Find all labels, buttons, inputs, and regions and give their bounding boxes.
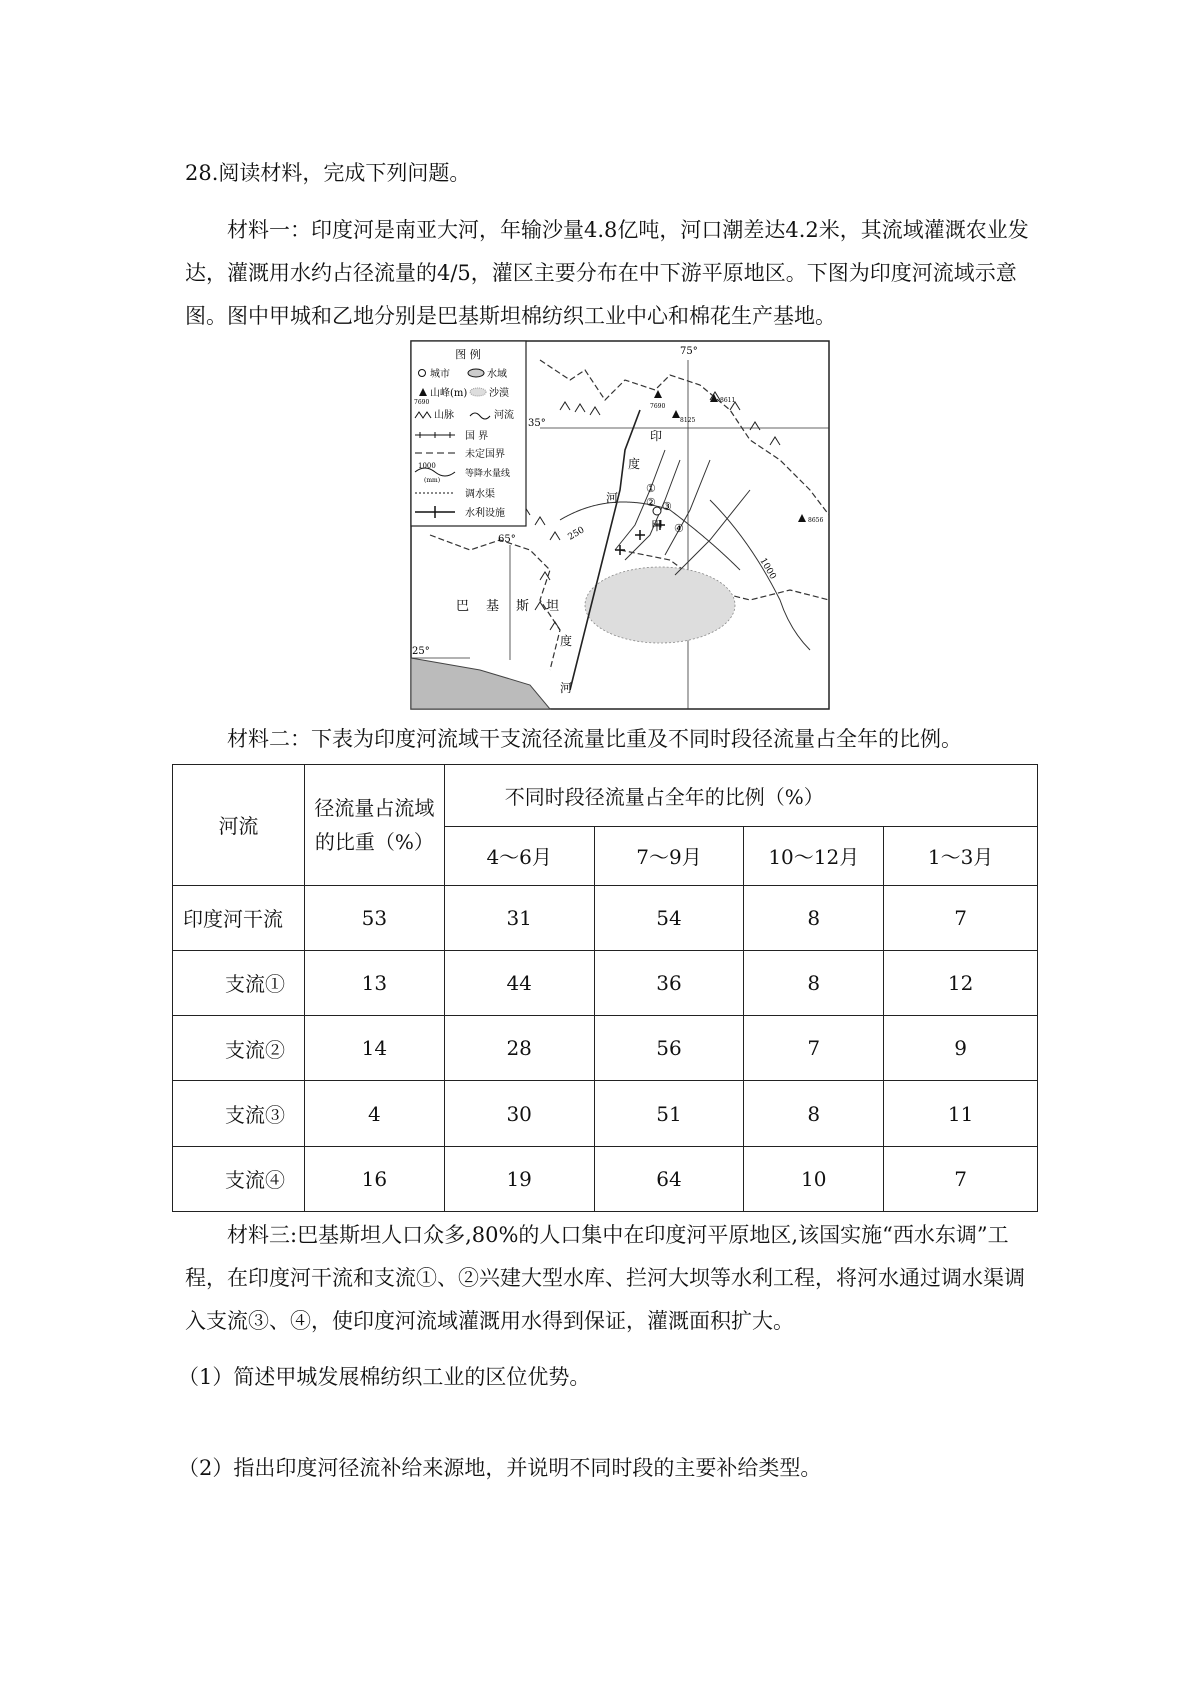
place-label: 度 [560, 634, 573, 648]
country-label: 巴 [456, 599, 470, 614]
header-river: 河流 [173, 765, 305, 886]
period-cell: 9 [884, 1016, 1038, 1081]
period-cell: 31 [444, 885, 594, 950]
period-header: 4～6月 [444, 827, 594, 885]
material-three: 材料三:巴基斯坦人口众多,80%的人口集中在印度河平原地区,该国实施“西水东调”工程，在印度河干流和支流①、②兴建大型水库、拦河大坝等水利工程，将河水通过调水渠调入支流③、④，使印度河流域灌溉用水得到保证，灌溉面积扩大。 [185, 1223, 1025, 1333]
legend-peak: 山峰(m) [430, 388, 468, 399]
river-name: 支流① [173, 950, 305, 1015]
period-cell: 54 [594, 885, 744, 950]
tributary-label: ③ [662, 500, 672, 513]
place-label: 印 [650, 429, 663, 443]
river-name: 支流③ [173, 1081, 305, 1146]
period-cell: 11 [884, 1081, 1038, 1146]
tributary-label: ② [646, 496, 656, 509]
table-row [173, 950, 1038, 1015]
tributary-label: ① [646, 482, 656, 495]
river-name: 支流② [173, 1016, 305, 1081]
tributary-label: ④ [674, 522, 684, 535]
city-jia-label: 甲 [651, 519, 664, 533]
period-cell: 7 [884, 885, 1038, 950]
period-cell: 64 [594, 1146, 744, 1211]
share-cell: 53 [304, 885, 444, 950]
share-cell: 4 [304, 1081, 444, 1146]
legend-title: 图 例 [455, 348, 481, 361]
question-one: （1）简述甲城发展棉纺织工业的区位优势。 [178, 1365, 591, 1389]
material-one: 材料一：印度河是南亚大河，年输沙量4.8亿吨，河口潮差达4.2米，其流域灌溉农业发达，灌溉用水约占径流量的4/5，灌区主要分布在中下游平原地区。下图为印度河流域示意图。图中甲城和乙地分别是巴基斯坦棉纺织工业中心和棉花生产基地。 [185, 218, 1029, 328]
country-label: 斯 [516, 599, 530, 614]
legend-isohyet-unit: (mm) [424, 477, 441, 484]
share-cell: 16 [304, 1146, 444, 1211]
peak-label: 8125 [680, 417, 696, 424]
legend-isohyet: 等降水量线 [465, 469, 511, 479]
period-cell: 8 [744, 885, 884, 950]
lon-75-label: 75° [680, 346, 698, 357]
period-cell: 8 [744, 1081, 884, 1146]
place-label: 度 [628, 457, 641, 471]
period-header: 10～12月 [744, 827, 884, 885]
legend-undefined-border: 未定国界 [465, 449, 505, 460]
header-share: 径流量占流域的比重（%） [304, 765, 444, 886]
period-cell: 56 [594, 1016, 744, 1081]
table-row [173, 1081, 1038, 1146]
period-header: 1～3月 [884, 827, 1038, 885]
legend-river: 河流 [494, 410, 514, 421]
isohyet-label: 250 [566, 525, 587, 543]
share-cell: 13 [304, 950, 444, 1015]
lon-65-label: 65° [498, 534, 516, 545]
legend-desert: 沙漠 [489, 388, 509, 399]
legend-border: 国 界 [465, 431, 489, 442]
period-cell: 51 [594, 1081, 744, 1146]
period-cell: 30 [444, 1081, 594, 1146]
period-cell: 19 [444, 1146, 594, 1211]
lat-25-label: 25° [412, 646, 430, 657]
share-cell: 14 [304, 1016, 444, 1081]
period-cell: 36 [594, 950, 744, 1015]
period-cell: 28 [444, 1016, 594, 1081]
period-cell: 10 [744, 1146, 884, 1211]
river-name: 印度河干流 [173, 885, 305, 950]
material-two: 材料二：下表为印度河流域干支流径流量比重及不同时段径流量占全年的比例。 [227, 727, 962, 751]
peak-label: 8656 [808, 517, 824, 524]
period-cell: 44 [444, 950, 594, 1015]
runoff-table [172, 764, 1038, 1212]
legend-facility: 水利设施 [465, 508, 505, 519]
table-row [173, 885, 1038, 950]
header-periods: 不同时段径流量占全年的比例（%） [444, 765, 1037, 827]
legend-isohyet-sample: 1000 [418, 462, 436, 470]
peak-label: 8611 [720, 397, 736, 404]
place-label: 河 [560, 681, 573, 695]
lat-35-label: 35° [528, 418, 546, 429]
legend-canal: 调水渠 [465, 489, 495, 500]
country-label: 坦 [546, 599, 560, 614]
period-cell: 7 [744, 1016, 884, 1081]
legend-city: 城市 [430, 369, 450, 380]
indus-basin-map [410, 340, 830, 710]
period-cell: 8 [744, 950, 884, 1015]
period-cell: 12 [884, 950, 1038, 1015]
peak-label: 7690 [650, 403, 666, 410]
place-label: 河 [606, 491, 619, 505]
legend-water: 水域 [487, 369, 507, 380]
country-label: 基 [486, 599, 500, 614]
table-row [173, 1016, 1038, 1081]
table-row [173, 1146, 1038, 1211]
period-cell: 7 [884, 1146, 1038, 1211]
legend-mountain: 山脉 [434, 410, 454, 421]
question-two: （2）指出印度河径流补给来源地，并说明不同时段的主要补给类型。 [178, 1456, 822, 1480]
question-title: 28.阅读材料，完成下列问题。 [185, 161, 471, 185]
period-header: 7～9月 [594, 827, 744, 885]
legend-peak-sample: 7690 [414, 399, 430, 406]
river-name: 支流④ [173, 1146, 305, 1211]
isohyet-label: 1000 [757, 556, 778, 582]
